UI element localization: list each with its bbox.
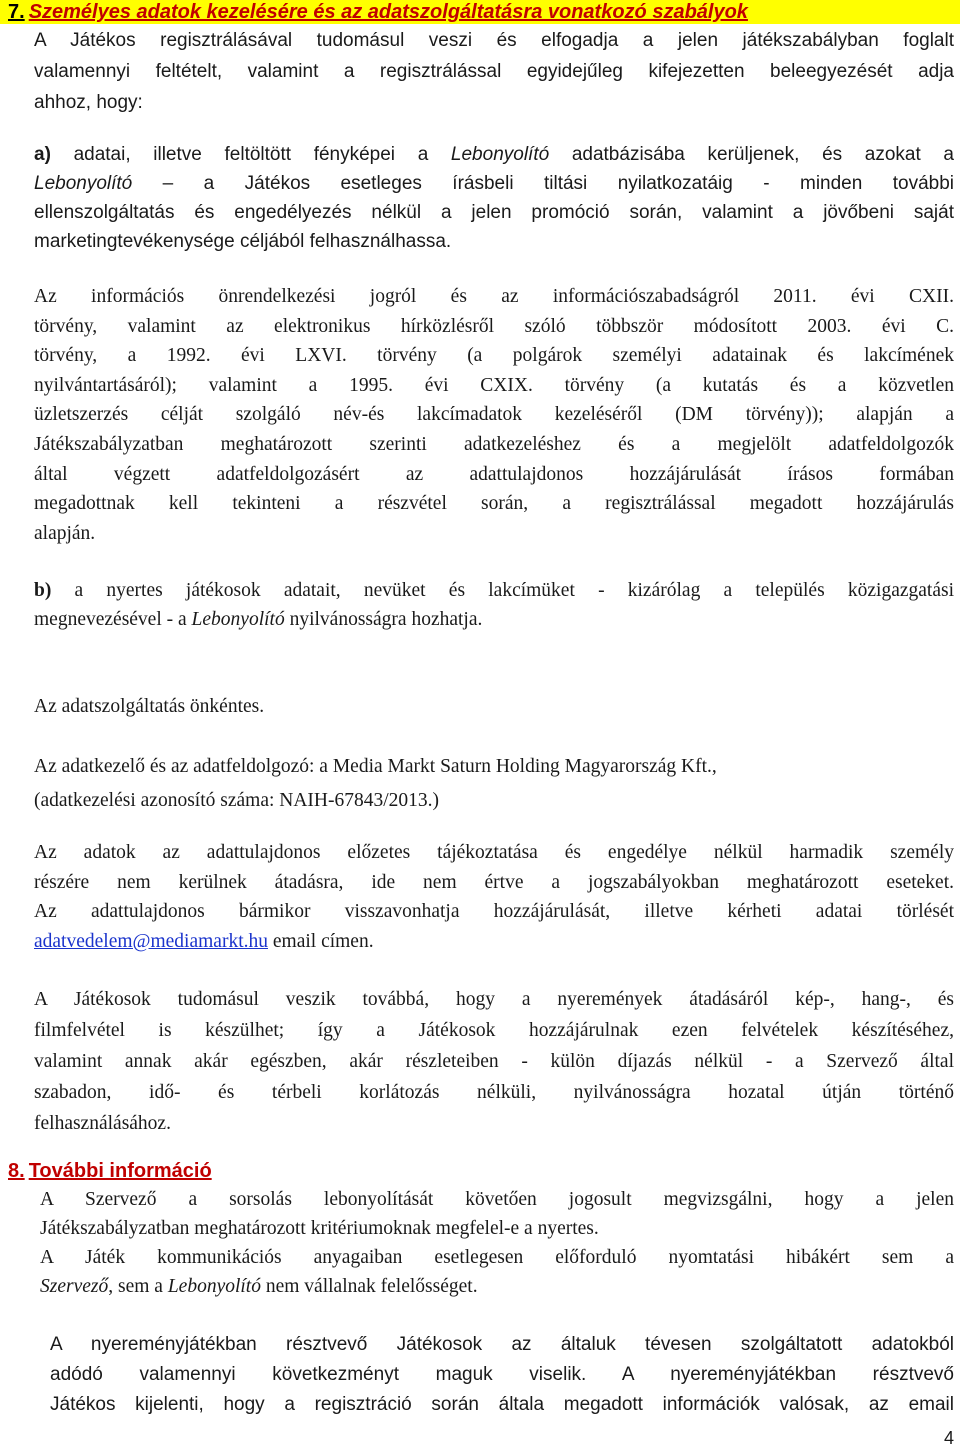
item-b-line-1: b) a nyertes játékosok adatait, nevüket és lakcímüket - kizárólag a település közigazgatási <box>34 580 954 601</box>
media-line: felhasználásához. <box>34 1113 171 1134</box>
third-party-line: Az adatok az adattulajdonos előzetes tájékoztatása és engedélye nélkül harmadik személy <box>34 842 954 863</box>
media-line: A Játékosok tudomásul veszik továbbá, hogy a nyeremények átadásáról kép-, hang-, és <box>34 989 954 1010</box>
voluntary-statement: Az adatszolgáltatás önkéntes. <box>34 696 265 717</box>
controller-line: Az adatkezelő és az adatfeldolgozó: a Media Markt Saturn Holding Magyarország Kft., <box>34 756 717 777</box>
law-line: törvény, valamint az elektronikus hírközlésről szóló többször módosított 2003. évi C. <box>34 315 954 337</box>
section-8-title: További információ <box>28 1160 212 1182</box>
law-line: alapján. <box>34 522 96 544</box>
s8-p3-line: A nyereményjátékban résztvevő Játékosok az általuk tévesen szolgáltatott adatokból <box>50 1334 954 1355</box>
lebonyolito-term: Lebonyolító <box>34 173 133 194</box>
item-a-line-2: Lebonyolító – a Játékos esetleges írásbeli tiltási nyilatkozatáig - minden további <box>34 173 954 194</box>
section-8-number: 8. <box>8 1160 25 1182</box>
section-8-heading <box>8 1158 212 1186</box>
third-party-paragraph <box>34 838 954 956</box>
intro-line: A Játékos regisztrálásával tudomásul veszi és elfogadja a jelen játékszabályban foglalt <box>34 30 954 51</box>
law-line: Az információs önrendelkezési jogról és az információszabadságról 2011. évi CXII. <box>34 286 954 307</box>
controller-line: (adatkezelési azonosító száma: NAIH-67843/2013.) <box>34 790 440 811</box>
item-b-line-2: megnevezésével - a Lebonyolító nyilvánosságra hozhatja. <box>34 609 483 630</box>
section-7-number: 7. <box>8 1 25 23</box>
item-a-line-4: marketingtevékenysége céljából felhasználhassa. <box>34 231 452 252</box>
law-line: megadottnak kell tekinteni a részvétel során, a regisztrálással megadott hozzájárulás <box>34 493 954 515</box>
lebonyolito-term: Lebonyolító <box>191 609 285 630</box>
controller-paragraph <box>34 750 954 818</box>
item-a <box>34 140 954 256</box>
section-7-intro <box>34 25 954 118</box>
media-line: szabadon, idő- és térbeli korlátozás nélküli, nyilvánosságra hozatal útján történő <box>34 1082 954 1103</box>
item-a-line-3: ellenszolgáltatás és engedélyezés nélkül a jelen promóció során, valamint a jövőbeni saját <box>34 202 954 223</box>
item-b <box>34 576 954 634</box>
law-line: törvény, a 1992. évi LXVI. törvény (a polgárok személyi adatainak és lakcímének <box>34 345 954 367</box>
section-7-title: Személyes adatok kezelésére és az adatszolgáltatásra vonatkozó szabályok <box>28 1 748 23</box>
law-paragraph <box>34 282 954 548</box>
email-line: adatvedelem@mediamarkt.hu email címen. <box>34 930 374 952</box>
section-8-paragraph-2 <box>40 1243 954 1301</box>
media-line: valamint annak akár egészben, akár részleteiben - külön díjazás nélkül - a Szervező által <box>34 1051 954 1072</box>
law-line: Játékszabályzatban meghatározott szerinti adatkezeléshez és a megjelölt adatfeldolgozók <box>34 433 954 455</box>
third-party-line: Az adattulajdonos bármikor visszavonhatja hozzájárulását, illetve kérheti adatai törlését <box>34 901 954 922</box>
s8-p2-line-2: Szervező, sem a Lebonyolító nem vállalnak felelősséget. <box>40 1276 478 1297</box>
item-b-label: b) <box>34 580 52 601</box>
lebonyolito-term: Lebonyolító <box>167 1276 261 1297</box>
s8-p1-line: A Szervező a sorsolás lebonyolítását követően jogosult megvizsgálni, hogy a jelen <box>40 1189 954 1210</box>
media-paragraph <box>34 984 954 1139</box>
law-line: nyilvántartásáról); valamint a 1995. évi CXIX. törvény (a kutatás és a közvetlen <box>34 374 954 396</box>
lebonyolito-term: Lebonyolító <box>450 144 550 165</box>
third-party-line: részére nem kerülnek átadásra, ide nem értve a jogszabályokban meghatározott eseteket. <box>34 871 954 893</box>
s8-p1-line: Játékszabályzatban meghatározott kritériumoknak megfelel-e a nyertes. <box>40 1217 599 1239</box>
szervezo-term: Szervező <box>40 1276 109 1297</box>
page-number: 4 <box>943 1428 954 1448</box>
item-a-label: a) <box>34 144 51 165</box>
s8-p3-line: Játékos kijelenti, hogy a regisztráció során általa megadott információk valósak, az email <box>50 1394 954 1415</box>
item-a-line-1: a) adatai, illetve feltöltött fényképei a Lebonyolító adatbázisába kerüljenek, és azokat a <box>34 144 954 165</box>
section-8-paragraph-3 <box>50 1330 954 1420</box>
section-7-heading <box>8 0 748 26</box>
section-8-paragraph-1 <box>40 1186 954 1243</box>
media-line: filmfelvétel is készülhet; így a Játékosok hozzájárulnak ezen felvételek készítéséhez, <box>34 1020 954 1041</box>
intro-line: valamennyi feltételt, valamint a regisztrálással egyidejűleg kifejezetten beleegyezését adja <box>34 61 954 82</box>
law-line: által végzett adatfeldolgozásért az adattulajdonos hozzájárulását írásos formában <box>34 463 954 485</box>
s8-p3-line: adódó valamennyi következményt maguk viselik. A nyereményjátékban résztvevő <box>50 1364 954 1385</box>
s8-p2-line-1: A Játék kommunikációs anyagaiban esetlegesen előforduló nyomtatási hibákért sem a <box>40 1247 954 1268</box>
law-line: üzletszerzés célját szolgáló név-és lakcímadatok kezeléséről (DM törvény)); alapján a <box>34 404 954 426</box>
intro-line: ahhoz, hogy: <box>34 92 143 113</box>
email-link[interactable]: adatvedelem@mediamarkt.hu <box>34 930 268 952</box>
